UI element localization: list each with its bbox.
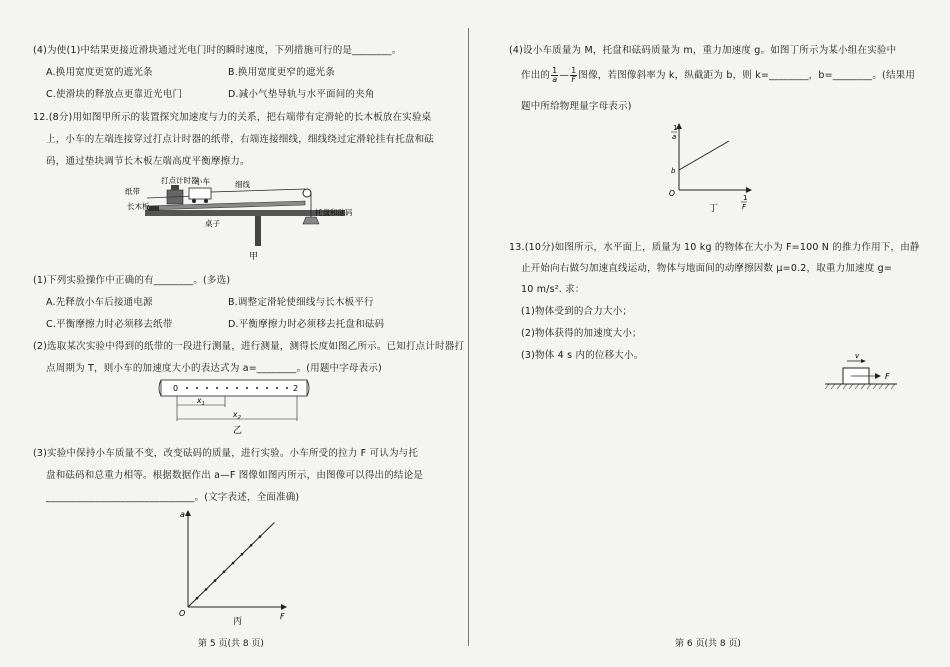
frac2-num: 1 — [571, 66, 577, 75]
q12-4-line1: (4)设小车质量为 M，托盘和砝码质量为 m，重力加速度 g。如图丁所示为某小组在实验中 — [509, 45, 897, 56]
page-6 — [475, 0, 950, 667]
label-board: 长木板 — [127, 202, 150, 211]
tape-dot — [266, 387, 268, 389]
hatch-line — [855, 384, 859, 389]
string — [211, 189, 305, 192]
label-tape: 纸带 — [125, 187, 140, 196]
q12-3-line1: (3)实验中保持小车质量不变，改变砝码的质量，进行实验。小车所受的拉力 F 可认为与托 — [33, 448, 419, 459]
q12-intro-line2: 上，小车的左端连接穿过打点计时器的纸带，右端连接细线，细线绕过定滑轮挂有托盘和砝 — [46, 134, 435, 145]
figure-ding-chart — [665, 118, 765, 218]
dash: — — [559, 70, 570, 81]
tape-mark-0: 0 — [173, 384, 179, 393]
ding-origin: O — [669, 189, 675, 198]
caption-ding: 丁 — [709, 204, 719, 214]
frac2-den: F — [571, 75, 577, 84]
tape-dot — [186, 387, 188, 389]
x1-label: $x_1$ — [197, 396, 205, 407]
q11-4-option-d: D.减小气垫导轨与水平面间的夹角 — [228, 89, 375, 100]
chart-xlabel: F — [280, 612, 285, 621]
q12-1-option-c: C.平衡摩擦力时必须移去纸带 — [46, 319, 173, 330]
q13-line3: 10 m/s². 求： — [521, 284, 585, 295]
data-point — [241, 553, 244, 556]
y-axis-arrow — [185, 510, 191, 516]
page-divider — [468, 28, 469, 646]
data-point — [259, 535, 262, 538]
hatch-line — [879, 384, 883, 389]
ding-x-arrow — [746, 187, 752, 193]
q13-block-figure — [823, 348, 903, 392]
data-point — [232, 562, 235, 565]
hatch-line — [891, 384, 895, 389]
chart-ylabel: a — [180, 510, 185, 519]
hatch-line — [837, 384, 841, 389]
figure-yi-tape — [155, 377, 315, 435]
tape-dot — [246, 387, 248, 389]
label-F: F — [885, 372, 890, 381]
q12-1-option-b: B.调整定滑轮使细线与长木板平行 — [228, 297, 374, 308]
q12-2-line1: (2)选取某次实验中得到的纸带的一段进行测量，进行测量，测得长度如图乙所示。已知打点计时器打 — [33, 341, 465, 352]
figure-jia-apparatus — [125, 172, 375, 262]
q13-part2: (2)物体获得的加速度大小； — [521, 328, 642, 339]
tape-dot — [226, 387, 228, 389]
hatch-line — [849, 384, 853, 389]
q12-1-option-a: A.先释放小车后接通电源 — [46, 297, 153, 308]
ground-hatching — [825, 384, 895, 389]
q12-4-line2-b: 图像，若图像斜率为 k，纵截距为 b，则 k=________，b=________。(结果用 — [578, 70, 916, 81]
tape-dot — [196, 387, 198, 389]
q12-1-option-d: D.平衡摩擦力时必须移去托盘和砝码 — [228, 319, 385, 330]
q11-4-option-c: C.使滑块的释放点更靠近光电门 — [46, 89, 183, 100]
data-point — [214, 579, 217, 582]
hatch-line — [843, 384, 847, 389]
x-axis-arrow — [281, 604, 287, 610]
ding-ylabel-num: 1 — [673, 124, 678, 132]
force-arrowhead — [875, 373, 881, 379]
page-6-footer: 第 6 页(共 8 页) — [675, 639, 741, 649]
x2-label: $x_2$ — [233, 410, 241, 421]
tape-dot — [236, 387, 238, 389]
q12-4-line2 — [521, 65, 915, 87]
cart-wheel — [204, 199, 208, 203]
q11-4-option-a: A.换用宽度更宽的遮光条 — [46, 67, 153, 78]
tray-and-weights — [303, 217, 319, 224]
fraction-1-over-F — [570, 67, 577, 84]
ding-line — [679, 141, 729, 170]
hatch-line — [885, 384, 889, 389]
page-5-footer: 第 5 页(共 8 页) — [198, 639, 264, 649]
q12-1-stem: (1)下列实验操作中正确的有________。(多选) — [33, 275, 231, 286]
q12-intro-line1: 12.(8分)用如图甲所示的装置探究加速度与力的关系，把右端带有定滑轮的长木板放在实验桌 — [33, 112, 432, 123]
hatch-line — [873, 384, 877, 389]
ding-ylabel-den: a — [672, 133, 677, 141]
q12-intro-line3: 码，通过垫块调节长木板左端高度平衡摩擦力。 — [46, 156, 250, 167]
q13-line1: 13.(10分)如图所示，水平面上，质量为 10 kg 的物体在大小为 F=100 N 的推力作用下，由静 — [509, 242, 920, 253]
q12-2-line2: 点周期为 T，则小车的加速度大小的表达式为 a=________。(用题中字母表示) — [46, 363, 382, 374]
tape-dot — [216, 387, 218, 389]
q12-4-line3: 题中所给物理量字母表示) — [521, 101, 632, 112]
figure-bing-a-F-chart — [176, 507, 296, 627]
hatch-line — [825, 384, 829, 389]
frac1-den: a — [552, 75, 558, 84]
cart-wheel — [192, 199, 196, 203]
table-leg — [255, 216, 261, 246]
cart — [189, 188, 211, 199]
data-point — [196, 597, 199, 600]
ding-xlabel-num: 1 — [743, 194, 748, 202]
fit-line — [188, 523, 274, 607]
ding-xlabel-den: F — [742, 203, 747, 211]
q13-part1: (1)物体受到的合力大小； — [521, 306, 633, 317]
data-point — [223, 571, 226, 574]
frac1-num: 1 — [552, 66, 558, 75]
caption-jia: 甲 — [249, 252, 259, 262]
caption-yi: 乙 — [233, 426, 243, 435]
tape-dot — [286, 387, 288, 389]
label-v: v — [855, 352, 860, 360]
velocity-arrowhead — [861, 359, 866, 363]
label-cart: 小车 — [195, 177, 210, 186]
q11-4-stem: (4)为使(1)中结果更接近滑块通过光电门时的瞬时速度，下列措施可行的是________。 — [33, 45, 402, 56]
hatch-line — [831, 384, 835, 389]
label-timer: 打点计时器 — [161, 176, 199, 185]
fraction-1-over-a — [551, 67, 558, 84]
hatch-line — [867, 384, 871, 389]
ding-b-label: b — [671, 167, 676, 175]
label-tray: 托盘和砝码 — [315, 208, 353, 217]
data-point — [205, 588, 208, 591]
q13-part3: (3)物体 4 s 内的位移大小。 — [521, 350, 644, 361]
tape-strip — [161, 380, 307, 396]
tape-dot — [206, 387, 208, 389]
label-table: 桌子 — [205, 219, 220, 228]
q12-3-line2: 盘和砝码和总重力相等。根据数据作出 a—F 图像如图丙所示，由图像可以得出的结论是 — [46, 470, 424, 481]
pulley — [303, 189, 311, 197]
hatch-line — [861, 384, 865, 389]
chart-origin: O — [179, 609, 186, 618]
label-string: 细线 — [235, 180, 250, 189]
page-5 — [0, 0, 470, 667]
tape-dot — [256, 387, 258, 389]
q11-4-option-b: B.换用宽度更窄的遮光条 — [228, 67, 335, 78]
q12-3-line3: ______________________________。(文字表述，全面准确) — [46, 492, 300, 503]
tape-dot — [276, 387, 278, 389]
q13-line2: 止开始向右做匀加速直线运动，物体与地面间的动摩擦因数 μ=0.2，取重力加速度 g= — [521, 263, 893, 274]
ticker-timer-top — [171, 185, 179, 190]
caption-bing: 丙 — [233, 617, 243, 627]
shim-block — [149, 206, 159, 211]
tape-mark-2: 2 — [293, 384, 299, 393]
q12-4-line2-a: 作出的 — [521, 70, 551, 81]
data-point — [250, 544, 253, 547]
